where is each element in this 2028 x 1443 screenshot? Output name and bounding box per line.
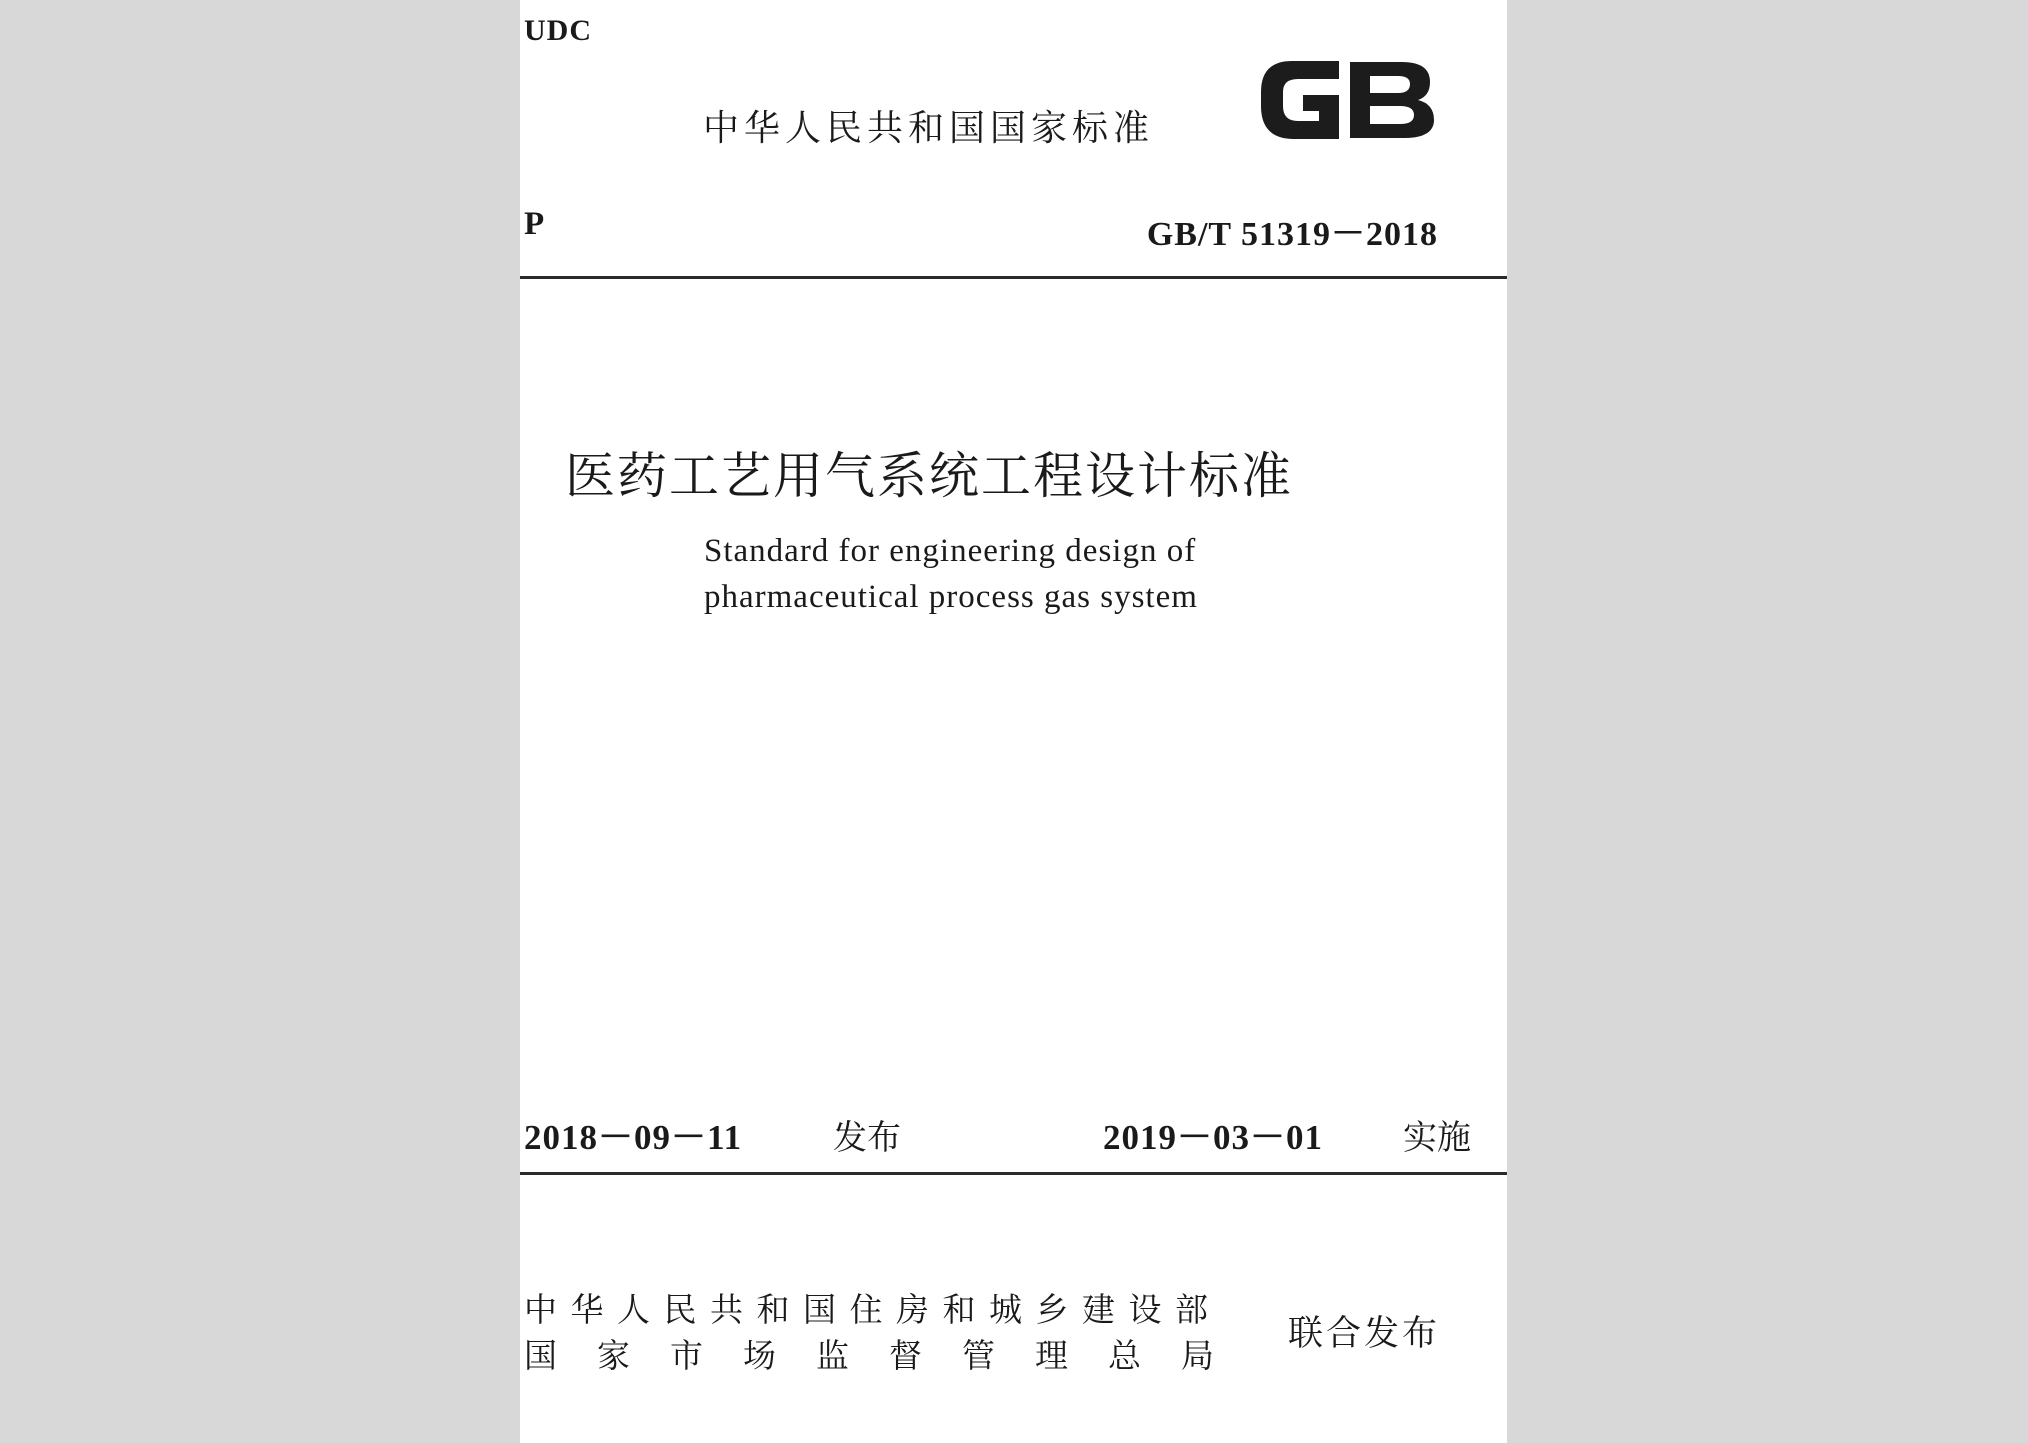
national-standard-heading: 中华人民共和国国家标准 [703,108,1155,149]
issuer-administration: 国家市场监督管理总局 [524,1336,1254,1375]
issue-label: 发布 [833,1118,901,1158]
top-divider [520,276,1507,279]
standard-cover-page [520,0,1507,1443]
category-code: P [524,206,545,242]
issuer-ministry: 中华人民共和国住房和城乡建设部 [524,1290,1222,1329]
title-english [704,528,1198,620]
bottom-divider [520,1172,1507,1175]
title-english-line2: pharmaceutical process gas system [704,579,1198,615]
title-chinese: 医药工艺用气系统工程设计标准 [565,447,1293,505]
implement-label: 实施 [1403,1118,1471,1158]
implement-date: 2019－03－01 [1103,1118,1324,1157]
title-english-line1: Standard for engineering design of [704,533,1197,569]
joint-issue-label: 联合发布 [1288,1314,1441,1354]
udc-label: UDC [524,14,592,47]
issue-date: 2018－09－11 [524,1118,743,1157]
gb-logo-icon [1252,46,1442,150]
standard-number: GB/T 51319－2018 [1146,216,1438,253]
